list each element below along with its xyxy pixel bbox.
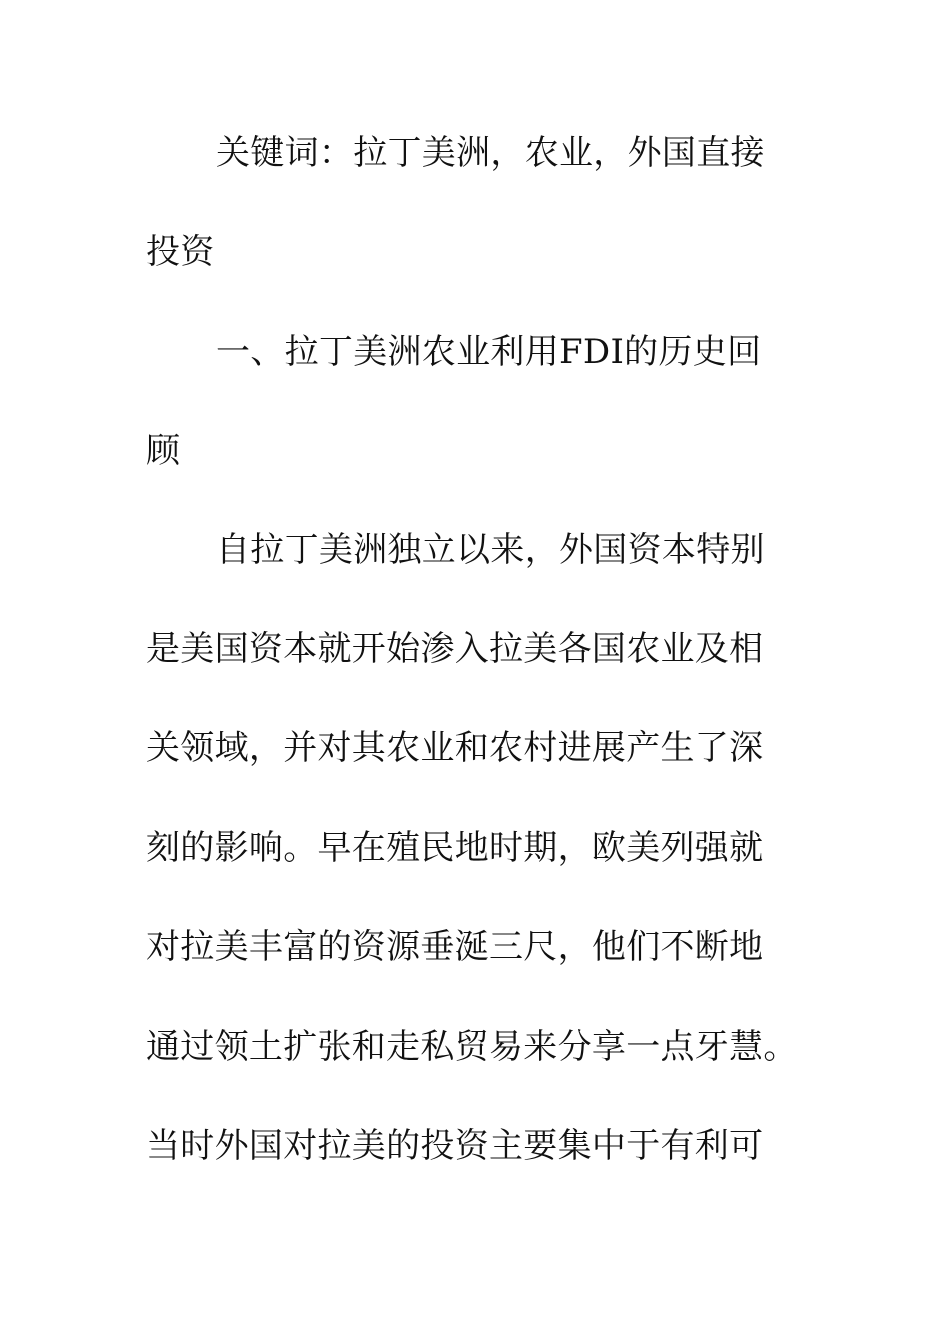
paragraph-line-6: 通过领土扩张和走私贸易来分享一点牙慧。 (146, 1027, 798, 1067)
keywords-line-2: 投资 (146, 232, 215, 272)
paragraph-line-1: 自拉丁美洲独立以来，外国资本特别 (216, 530, 765, 570)
paragraph-line-4: 刻的影响。早在殖民地时期，欧美列强就 (146, 828, 764, 868)
paragraph-line-5: 对拉美丰富的资源垂涎三尺，他们不断地 (146, 927, 764, 967)
paragraph-line-2: 是美国资本就开始渗入拉美各国农业及相 (146, 629, 764, 669)
section-heading-line-2: 顾 (146, 431, 181, 471)
section-heading-line-1: 一、拉丁美洲农业利用FDI的历史回 (216, 332, 762, 372)
keywords-line-1: 关键词：拉丁美洲，农业，外国直接 (216, 133, 765, 173)
paragraph-line-7: 当时外国对拉美的投资主要集中于有利可 (146, 1126, 764, 1166)
paragraph-line-3: 关领域，并对其农业和农村进展产生了深 (146, 728, 764, 768)
